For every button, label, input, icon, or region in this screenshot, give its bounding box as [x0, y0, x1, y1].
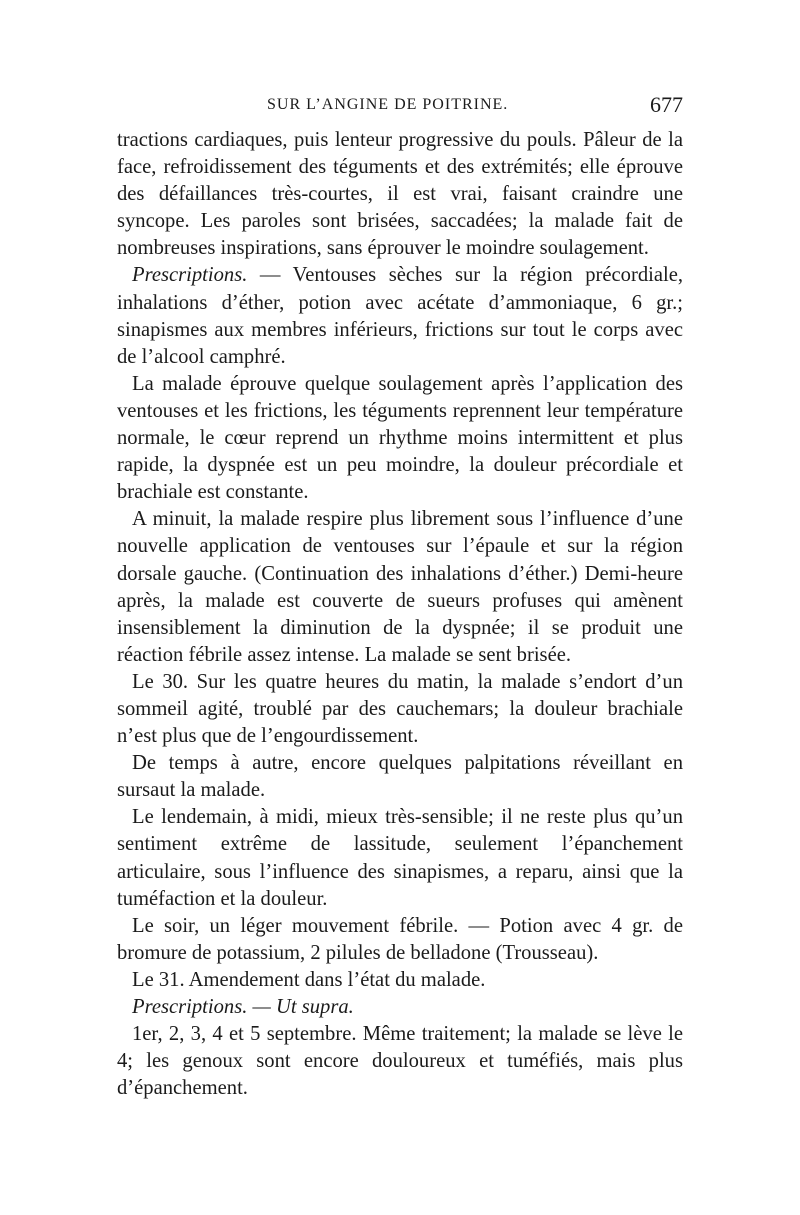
- paragraph: tractions cardiaques, puis lenteur progressive du pouls. Pâleur de la face, refroidissement des téguments et des extrémités; elle éprouve des défaillances très-courtes, il est vrai, faisant craindre une syncope. Les paroles sont brisées, saccadées; la malade fait de nombreuses inspirations, sans éprouver le moindre soulagement.: [117, 129, 683, 260]
- page-header: [117, 92, 683, 120]
- paragraph: Le lendemain, à midi, mieux très-sensible; il ne reste plus qu’un sentiment extrême de lassitude, seulement l’épanchement articulaire, sous l’influence des sinapismes, a reparu, ainsi que la tuméfaction et la douleur.: [117, 806, 683, 910]
- paragraph: A minuit, la malade respire plus librement sous l’influence d’une nouvelle application de ventouses sur l’épaule et sur la région dorsale gauche. (Continuation des inhalations d’éther.) Demi-heure après, la malade est couverte de sueurs profuses qui amènent insensiblement la diminution de la dyspnée; il se produit une réaction fébrile assez intense. La malade se sent brisée.: [117, 508, 683, 666]
- page-number: 677: [650, 92, 683, 117]
- paragraph: De temps à autre, encore quelques palpitations réveillant en sursaut la malade.: [117, 752, 683, 802]
- prescriptions-heading: Prescriptions. — Ut supra.: [132, 996, 354, 1018]
- paragraph: [117, 994, 683, 1021]
- paragraph: Prescriptions. — Ventouses sèches sur la région précordiale, inhalations d’éther, potion avec acétate d’ammoniaque, 6 gr.; sinapismes aux membres inférieurs, frictions sur tout le corps avec de l’alcool camphré.: [117, 264, 683, 368]
- paragraph: 1er, 2, 3, 4 et 5 septembre. Même traitement; la malade se lève le 4; les genoux sont encore douloureux et tuméfiés, mais plus d’épanchement.: [117, 1023, 683, 1100]
- paragraph: Le 31. Amendement dans l’état du malade.: [132, 968, 486, 991]
- paragraph: Le 30. Sur les quatre heures du matin, la malade s’endort d’un sommeil agité, troublé par des cauchemars; la douleur brachiale n’est plus que de l’engourdissement.: [117, 670, 683, 748]
- paragraph: La malade éprouve quelque soulagement après l’application des ventouses et les frictions, les téguments reprennent leur température normale, le cœur reprend un rhythme moins intermittent et plus rapide, la dyspnée est un peu moindre, la douleur précordiale et brachiale est constante.: [117, 372, 683, 504]
- paragraph: Le soir, un léger mouvement fébrile. — Potion avec 4 gr. de bromure de potassium, 2 pilules de belladone (Trousseau).: [117, 914, 683, 964]
- running-title: SUR L’ANGINE DE POITRINE.: [267, 96, 509, 113]
- body-text: [117, 127, 683, 1102]
- prescriptions-heading: Prescriptions.: [132, 264, 248, 287]
